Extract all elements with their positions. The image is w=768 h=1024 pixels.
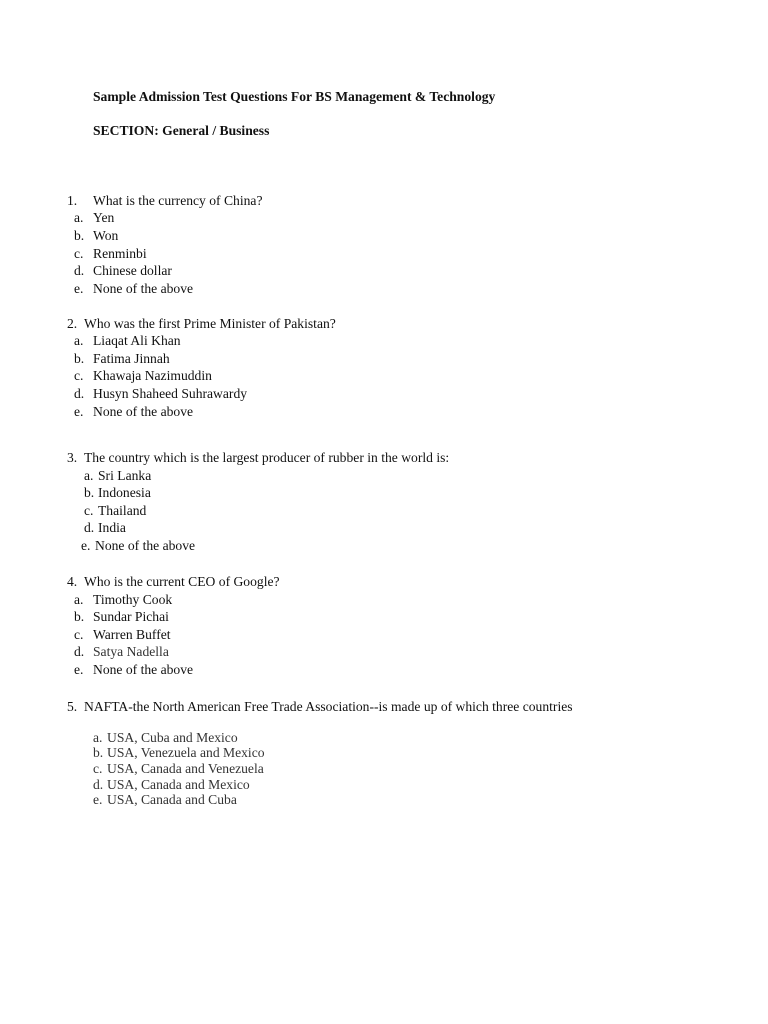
question-text: Who is the current CEO of Google? [84,574,280,589]
question-text: NAFTA-the North American Free Trade Association--is made up of which three countries [84,699,573,714]
option-text: India [98,520,126,535]
option-text: Thailand [98,503,147,518]
option-text: Yen [93,210,115,225]
question-number: 1. [67,193,78,208]
option-text: Khawaja Nazimuddin [93,368,212,383]
option-letter: b. [74,351,85,366]
option-letter: a. [74,210,84,225]
option-text: USA, Cuba and Mexico [107,730,238,745]
option-text: Satya Nadella [93,644,169,659]
option-letter: e. [93,792,103,807]
option-letter: d. [74,263,85,278]
option-text: None of the above [95,538,196,553]
question-number: 3. [67,450,78,465]
option-letter: d. [74,644,85,659]
option-letter: b. [74,228,85,243]
option-letter: c. [74,368,84,383]
option-letter: a. [84,468,94,483]
option-letter: c. [84,503,94,518]
option-letter: d. [93,777,104,792]
option-letter: a. [93,730,103,745]
option-text: None of the above [93,662,194,677]
option-letter: b. [74,609,85,624]
question-number: 5. [67,699,78,714]
question-number: 2. [67,316,78,331]
option-letter: b. [93,745,104,760]
question-text: What is the currency of China? [93,193,263,208]
option-text: Husyn Shaheed Suhrawardy [93,386,248,401]
option-letter: d. [74,386,85,401]
option-letter: e. [74,662,84,677]
option-text: Sundar Pichai [93,609,169,624]
option-letter: e. [74,281,84,296]
option-letter: b. [84,485,95,500]
option-text: None of the above [93,404,194,419]
option-letter: d. [84,520,95,535]
option-text: Renminbi [93,246,147,261]
option-text: Sri Lanka [98,468,152,483]
option-letter: c. [93,761,103,776]
section-heading: SECTION: General / Business [93,123,270,138]
option-text: Liaqat Ali Khan [93,333,181,348]
option-text: Timothy Cook [93,592,173,607]
option-text: Fatima Jinnah [93,351,170,366]
option-letter: a. [74,592,84,607]
option-text: None of the above [93,281,194,296]
option-text: Warren Buffet [93,627,171,642]
option-text: USA, Canada and Venezuela [107,761,264,776]
option-text: Indonesia [98,485,151,500]
page-title: Sample Admission Test Questions For BS Management & Technology [93,89,496,104]
option-letter: c. [74,627,84,642]
option-text: USA, Venezuela and Mexico [107,745,265,760]
option-text: USA, Canada and Cuba [107,792,237,807]
option-letter: a. [74,333,84,348]
option-letter: e. [74,404,84,419]
option-text: Won [93,228,119,243]
option-letter: e. [81,538,91,553]
question-text: The country which is the largest producer of rubber in the world is: [84,450,450,465]
question-number: 4. [67,574,78,589]
question-text: Who was the first Prime Minister of Pakistan? [84,316,336,331]
option-text: Chinese dollar [93,263,172,278]
option-text: USA, Canada and Mexico [107,777,250,792]
option-letter: c. [74,246,84,261]
